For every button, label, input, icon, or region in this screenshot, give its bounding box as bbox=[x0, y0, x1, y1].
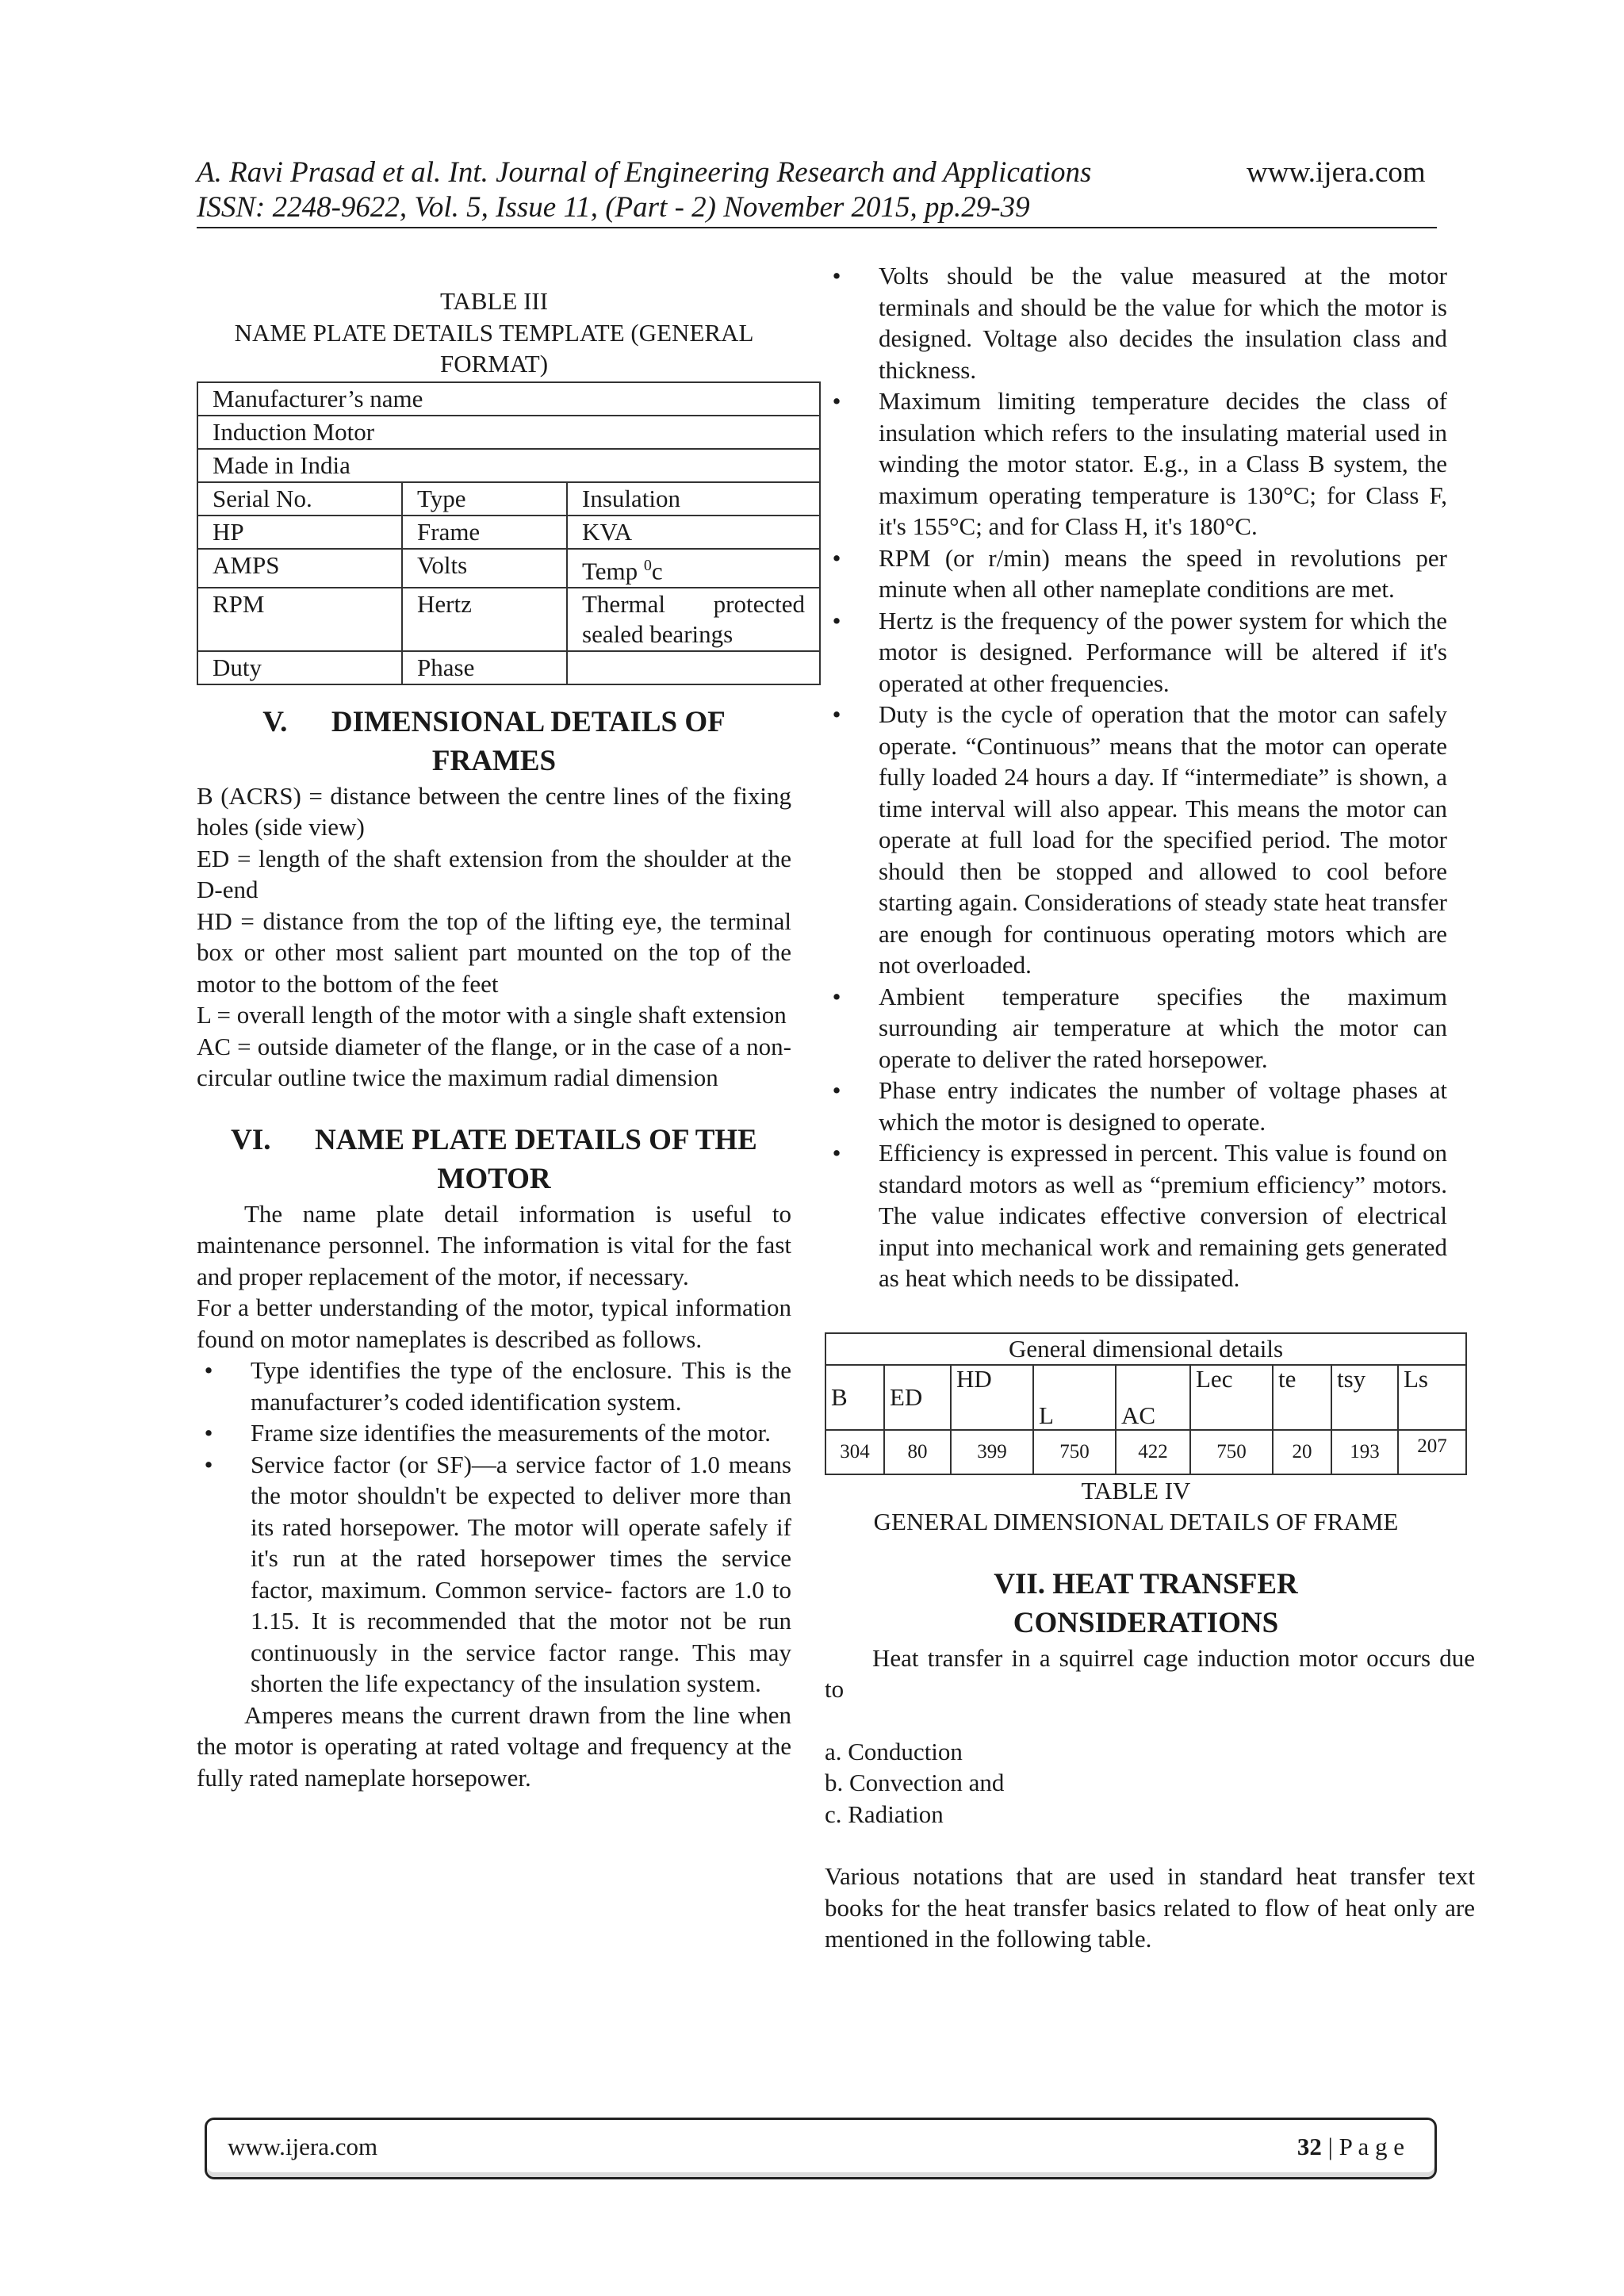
right-column bbox=[825, 260, 1475, 1955]
list-item: • RPM (or r/min) means the speed in revolutions per minute when all other nameplate conditions are met. bbox=[832, 543, 1447, 603]
page-footer bbox=[205, 2118, 1437, 2179]
list-item: • Efficiency is expressed in percent. This value is found on standard motors as well as “premium efficiency” motors. The value indicates effective conversion of electrical input into mechanical work and remaining gets generated as heat which needs to be dissipated. bbox=[832, 1139, 1447, 1292]
list-item: c. Radiation bbox=[825, 1800, 944, 1828]
table-row: 304 80 399 750 422 750 20 193 207 bbox=[825, 1430, 1466, 1474]
list-item: b. Convection and bbox=[825, 1769, 1005, 1796]
nameplate-intro: The name plate detail information is useful to maintenance personnel. The information is vital for the fast and proper replacement of the motor, if necessary. bbox=[197, 1199, 791, 1290]
table-header-row: B ED HD L AC Lec te tsy Ls bbox=[825, 1365, 1466, 1430]
table-row: Serial No. Type Insulation bbox=[197, 482, 820, 516]
table-row: Induction Motor bbox=[197, 416, 820, 449]
table-row: AMPS Volts Temp $^0$c bbox=[197, 549, 820, 588]
left-column bbox=[197, 286, 805, 1793]
nameplate-description: For a better understanding of the motor, typical information found on motor nameplates is described as follows. bbox=[197, 1294, 791, 1353]
list-item: • Phase entry indicates the number of voltage phases at which the motor is designed to operate. bbox=[832, 1076, 1447, 1136]
page-number: 32 | P a g e bbox=[1297, 2133, 1404, 2160]
table3-caption: TABLE III NAME PLATE DETAILS TEMPLATE (GENERAL FORMAT) bbox=[234, 287, 754, 378]
dimension-definitions: B (ACRS) = distance between the centre lines of the fixing holes (side view) ED = length of the shaft extension from the shoulder at the D-end HD = distance from the top of the lifting eye, the terminal box or other most salient part mounted on the top of the motor to the bottom of the feet L = overall length of the motor with a single shaft extension AC = outside diameter of the flange, or in the case of a non-circular outline twice the maximum radial dimension bbox=[197, 781, 791, 1092]
heat-transfer-intro: Heat transfer in a squirrel cage induction motor occurs due to bbox=[825, 1643, 1475, 1703]
table-row: Duty Phase bbox=[197, 651, 820, 684]
header-url[interactable]: www.ijera.com bbox=[1247, 156, 1426, 189]
list-item: • Volts should be the value measured at the motor terminals and should be the value for which the motor is designed. Voltage also decides the insulation class and thickness. bbox=[832, 262, 1447, 384]
journal-citation: A. Ravi Prasad et al. Int. Journal of Engineering Research and Applications bbox=[197, 156, 1092, 189]
amperes-paragraph: Amperes means the current drawn from the line when the motor is operating at rated voltage and frequency at the fully rated nameplate horsepower. bbox=[197, 1700, 791, 1792]
section-7-heading: VII. HEAT TRANSFER CONSIDERATIONS bbox=[994, 1567, 1298, 1639]
issn-line: ISSN: 2248-9622, Vol. 5, Issue 11, (Part - 2) November 2015, pp.29-39 bbox=[197, 191, 1030, 224]
table-title-row: General dimensional details bbox=[825, 1333, 1466, 1365]
footer-url[interactable]: www.ijera.com bbox=[228, 2133, 378, 2160]
table-row: Made in India bbox=[197, 449, 820, 482]
nameplate-bullet-list-continued bbox=[825, 260, 1447, 1294]
list-item: • Hertz is the frequency of the power system for which the motor is designed. Performance will be altered if it's operated at other frequencies. bbox=[832, 606, 1447, 697]
notation-paragraph: Various notations that are used in standard heat transfer text books for the heat transfer basics related to flow of heat only are mentioned in the following table. bbox=[825, 1862, 1475, 1953]
dimensional-details-table bbox=[825, 1332, 1467, 1475]
header-rule bbox=[197, 227, 1437, 228]
table4-caption: TABLE IV GENERAL DIMENSIONAL DETAILS OF FRAME bbox=[873, 1476, 1399, 1535]
list-item: • Type identifies the type of the enclosure. This is the manufacturer’s coded identification system. bbox=[204, 1356, 791, 1416]
table-row: RPM Hertz Thermal protected sealed bearings bbox=[197, 588, 820, 651]
section-6-heading: VI. NAME PLATE DETAILS OF THE MOTOR bbox=[231, 1123, 757, 1195]
list-item: • Duty is the cycle of operation that the motor can safely operate. “Continuous” means that the motor can operate fully loaded 24 hours a day. If “intermediate” is shown, a time interval will also appear. This means the motor can operate at full load for the specified period. The motor should then be stopped and allowed to cool before starting again. Considerations of steady state heat transfer are enough for continuous operating motors which are not overloaded. bbox=[832, 700, 1447, 979]
heat-transfer-modes bbox=[825, 1736, 1447, 1830]
table-row: Manufacturer’s name bbox=[197, 382, 820, 416]
list-item: • Maximum limiting temperature decides the class of insulation which refers to the insulating material used in winding the motor stator. E.g., in a Class B system, the maximum operating temperature is 130°C; for Class F, it's 155°C; and for Class H, it's 180°C. bbox=[832, 387, 1447, 540]
section-5-heading: V. DIMENSIONAL DETAILS OF FRAMES bbox=[262, 705, 726, 777]
list-item: • Ambient temperature specifies the maximum surrounding air temperature at which the motor can operate to deliver the rated horsepower. bbox=[832, 982, 1447, 1073]
nameplate-bullet-list bbox=[197, 1355, 791, 1700]
table-row: HP Frame KVA bbox=[197, 516, 820, 549]
list-item: • Service factor (or SF)—a service factor of 1.0 means the motor shouldn't be expected to deliver more than its rated horsepower. The motor will operate safely if it's run at the rated horsepower times the service factor, maximum. Common service- factors are 1.0 to 1.15. It is recommended that the motor not be run continuously in the service factor range. This may shorten the life expectancy of the insulation system. bbox=[204, 1450, 791, 1698]
name-plate-table bbox=[197, 381, 821, 685]
list-item: a. Conduction bbox=[825, 1737, 963, 1765]
list-item: • Frame size identifies the measurements of the motor. bbox=[204, 1419, 771, 1447]
